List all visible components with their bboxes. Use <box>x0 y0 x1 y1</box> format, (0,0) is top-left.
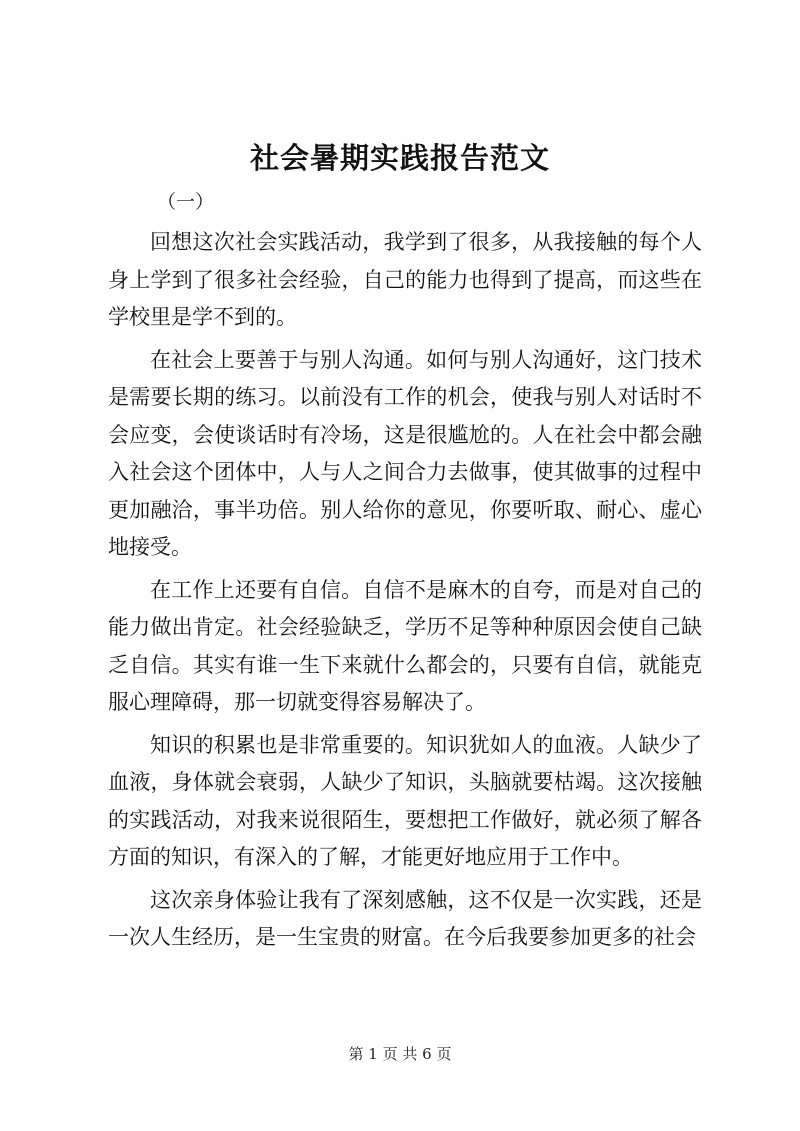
paragraph-2: 在社会上要善于与别人沟通。如何与别人沟通好，这门技术是需要长期的练习。以前没有工作的机会，使我与别人对话时不会应变，会使谈话时有冷场，这是很尴尬的。人在社会中都会融入社会这个团体中，人与人之间合力去做事，使其做事的过程中更加融洽，事半功倍。别人给你的意见，你要听取、耐心、虚心地接受。 <box>108 347 702 559</box>
section-label: （一） <box>157 191 215 213</box>
paragraph-3: 在工作上还要有自信。自信不是麻木的自夸，而是对自己的能力做出肯定。社会经验缺乏，学历不足等种种原因会使自己缺乏自信。其实有谁一生下来就什么都会的，只要有自信，就能克服心理障碍，那一切就变得容易解决了。 <box>108 577 702 714</box>
paragraph-5: 这次亲身体验让我有了深刻感触，这不仅是一次实践，还是一次人生经历，是一生宝贵的财富。在今后我要参加更多的社会 <box>108 887 702 949</box>
paragraph-4: 知识的积累也是非常重要的。知识犹如人的血液。人缺少了血液，身体就会衰弱，人缺少了知识，头脑就要枯竭。这次接触的实践活动，对我来说很陌生，要想把工作做好，就必须了解各方面的知识，有深入的了解，才能更好地应用于工作中。 <box>108 732 702 869</box>
document-body <box>108 224 702 962</box>
paragraph-1: 回想这次社会实践活动，我学到了很多，从我接触的每个人身上学到了很多社会经验，自己的能力也得到了提高，而这些在学校里是学不到的。 <box>108 230 702 329</box>
page-footer: 第 1 页 共 6 页 <box>348 1045 452 1063</box>
document-title: 社会暑期实践报告范文 <box>249 141 550 175</box>
